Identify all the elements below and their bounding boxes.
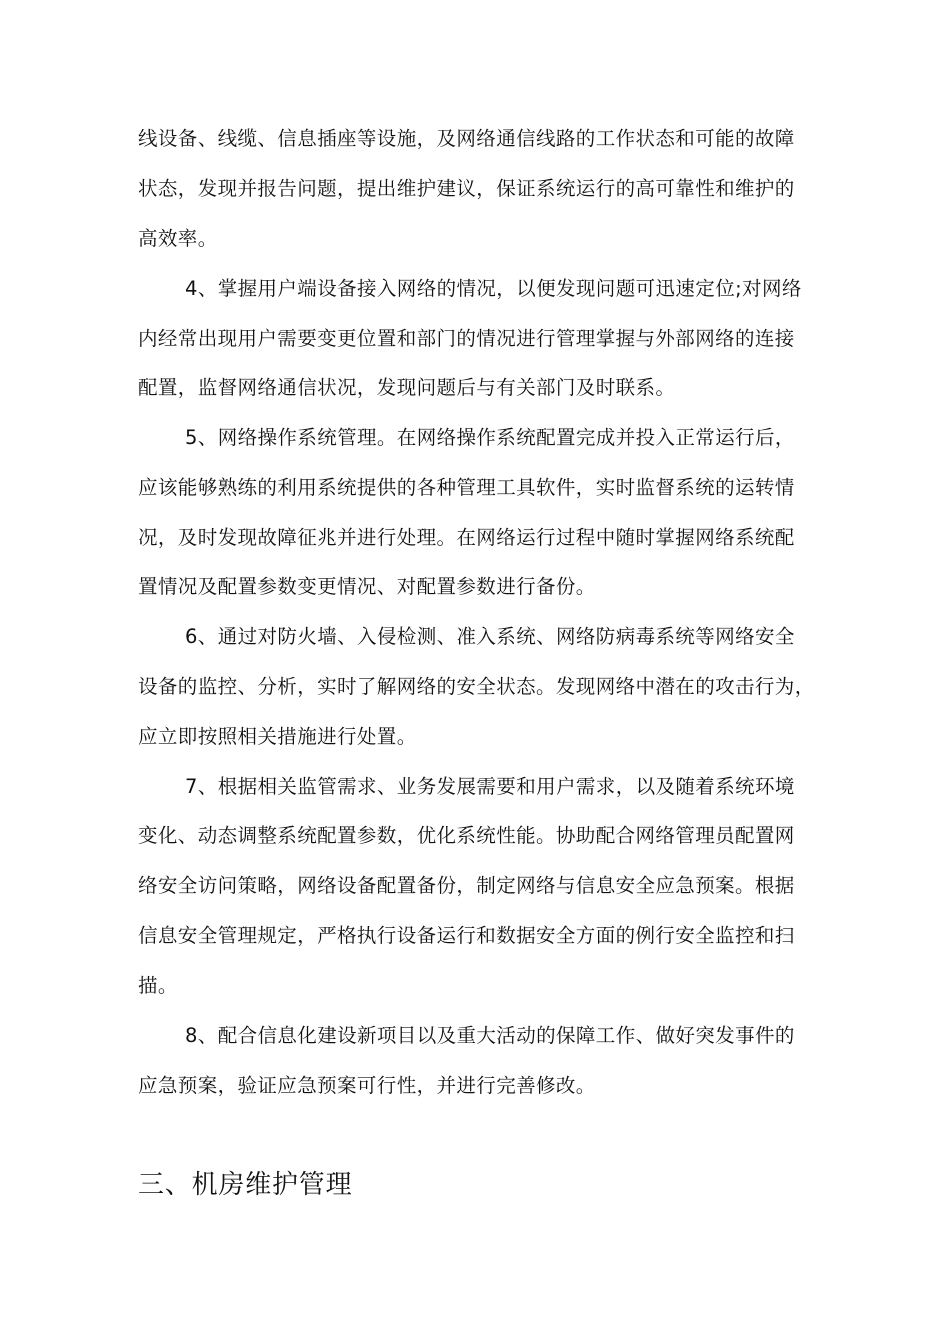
paragraph-line: 状态，发现并报告问题，提出维护建议，保证系统运行的高可靠性和维护的	[138, 177, 795, 200]
paragraph-line: 高效率。	[138, 227, 218, 250]
paragraph-line: 7、根据相关监管需求、业务发展需要和用户需求，以及随着系统环境	[185, 775, 795, 798]
paragraph-line: 变化、动态调整系统配置参数，优化系统性能。协助配合网络管理员配置网	[138, 824, 795, 847]
paragraph-line: 应该能够熟练的利用系统提供的各种管理工具软件，实时监督系统的运转情	[138, 476, 795, 499]
paragraph-line: 4、掌握用户端设备接入网络的情况，以便发现问题可迅速定位;对网络	[185, 277, 802, 300]
paragraph-line: 况，及时发现故障征兆并进行处理。在网络运行过程中随时掌握网络系统配	[138, 526, 795, 549]
paragraph-line: 络安全访问策略，网络设备配置备份，制定网络与信息安全应急预案。根据	[138, 874, 795, 897]
paragraph-line: 信息安全管理规定，严格执行设备运行和数据安全方面的例行安全监控和扫	[138, 924, 795, 947]
paragraph-line: 应立即按照相关措施进行处置。	[138, 725, 417, 748]
paragraph-line: 配置，监督网络通信状况，发现问题后与有关部门及时联系。	[138, 376, 676, 399]
paragraph-line: 8、配合信息化建设新项目以及重大活动的保障工作、做好突发事件的	[185, 1024, 795, 1047]
section-heading: 三、机房维护管理	[138, 1170, 353, 1200]
paragraph-line: 应急预案，验证应急预案可行性，并进行完善修改。	[138, 1074, 596, 1097]
paragraph-line: 描。	[138, 974, 178, 997]
paragraph-line: 设备的监控、分析，实时了解网络的安全状态。发现网络中潜在的攻击行为，	[138, 675, 815, 698]
paragraph-line: 6、通过对防火墙、入侵检测、准入系统、网络防病毒系统等网络安全	[185, 625, 795, 648]
paragraph-line: 线设备、线缆、信息插座等设施，及网络通信线路的工作状态和可能的故障	[138, 127, 795, 150]
paragraph-line: 置情况及配置参数变更情况、对配置参数进行备份。	[138, 575, 596, 598]
paragraph-line: 5、网络操作系统管理。在网络操作系统配置完成并投入正常运行后，	[185, 426, 795, 449]
paragraph-line: 内经常出现用户需要变更位置和部门的情况进行管理掌握与外部网络的连接	[138, 327, 795, 350]
